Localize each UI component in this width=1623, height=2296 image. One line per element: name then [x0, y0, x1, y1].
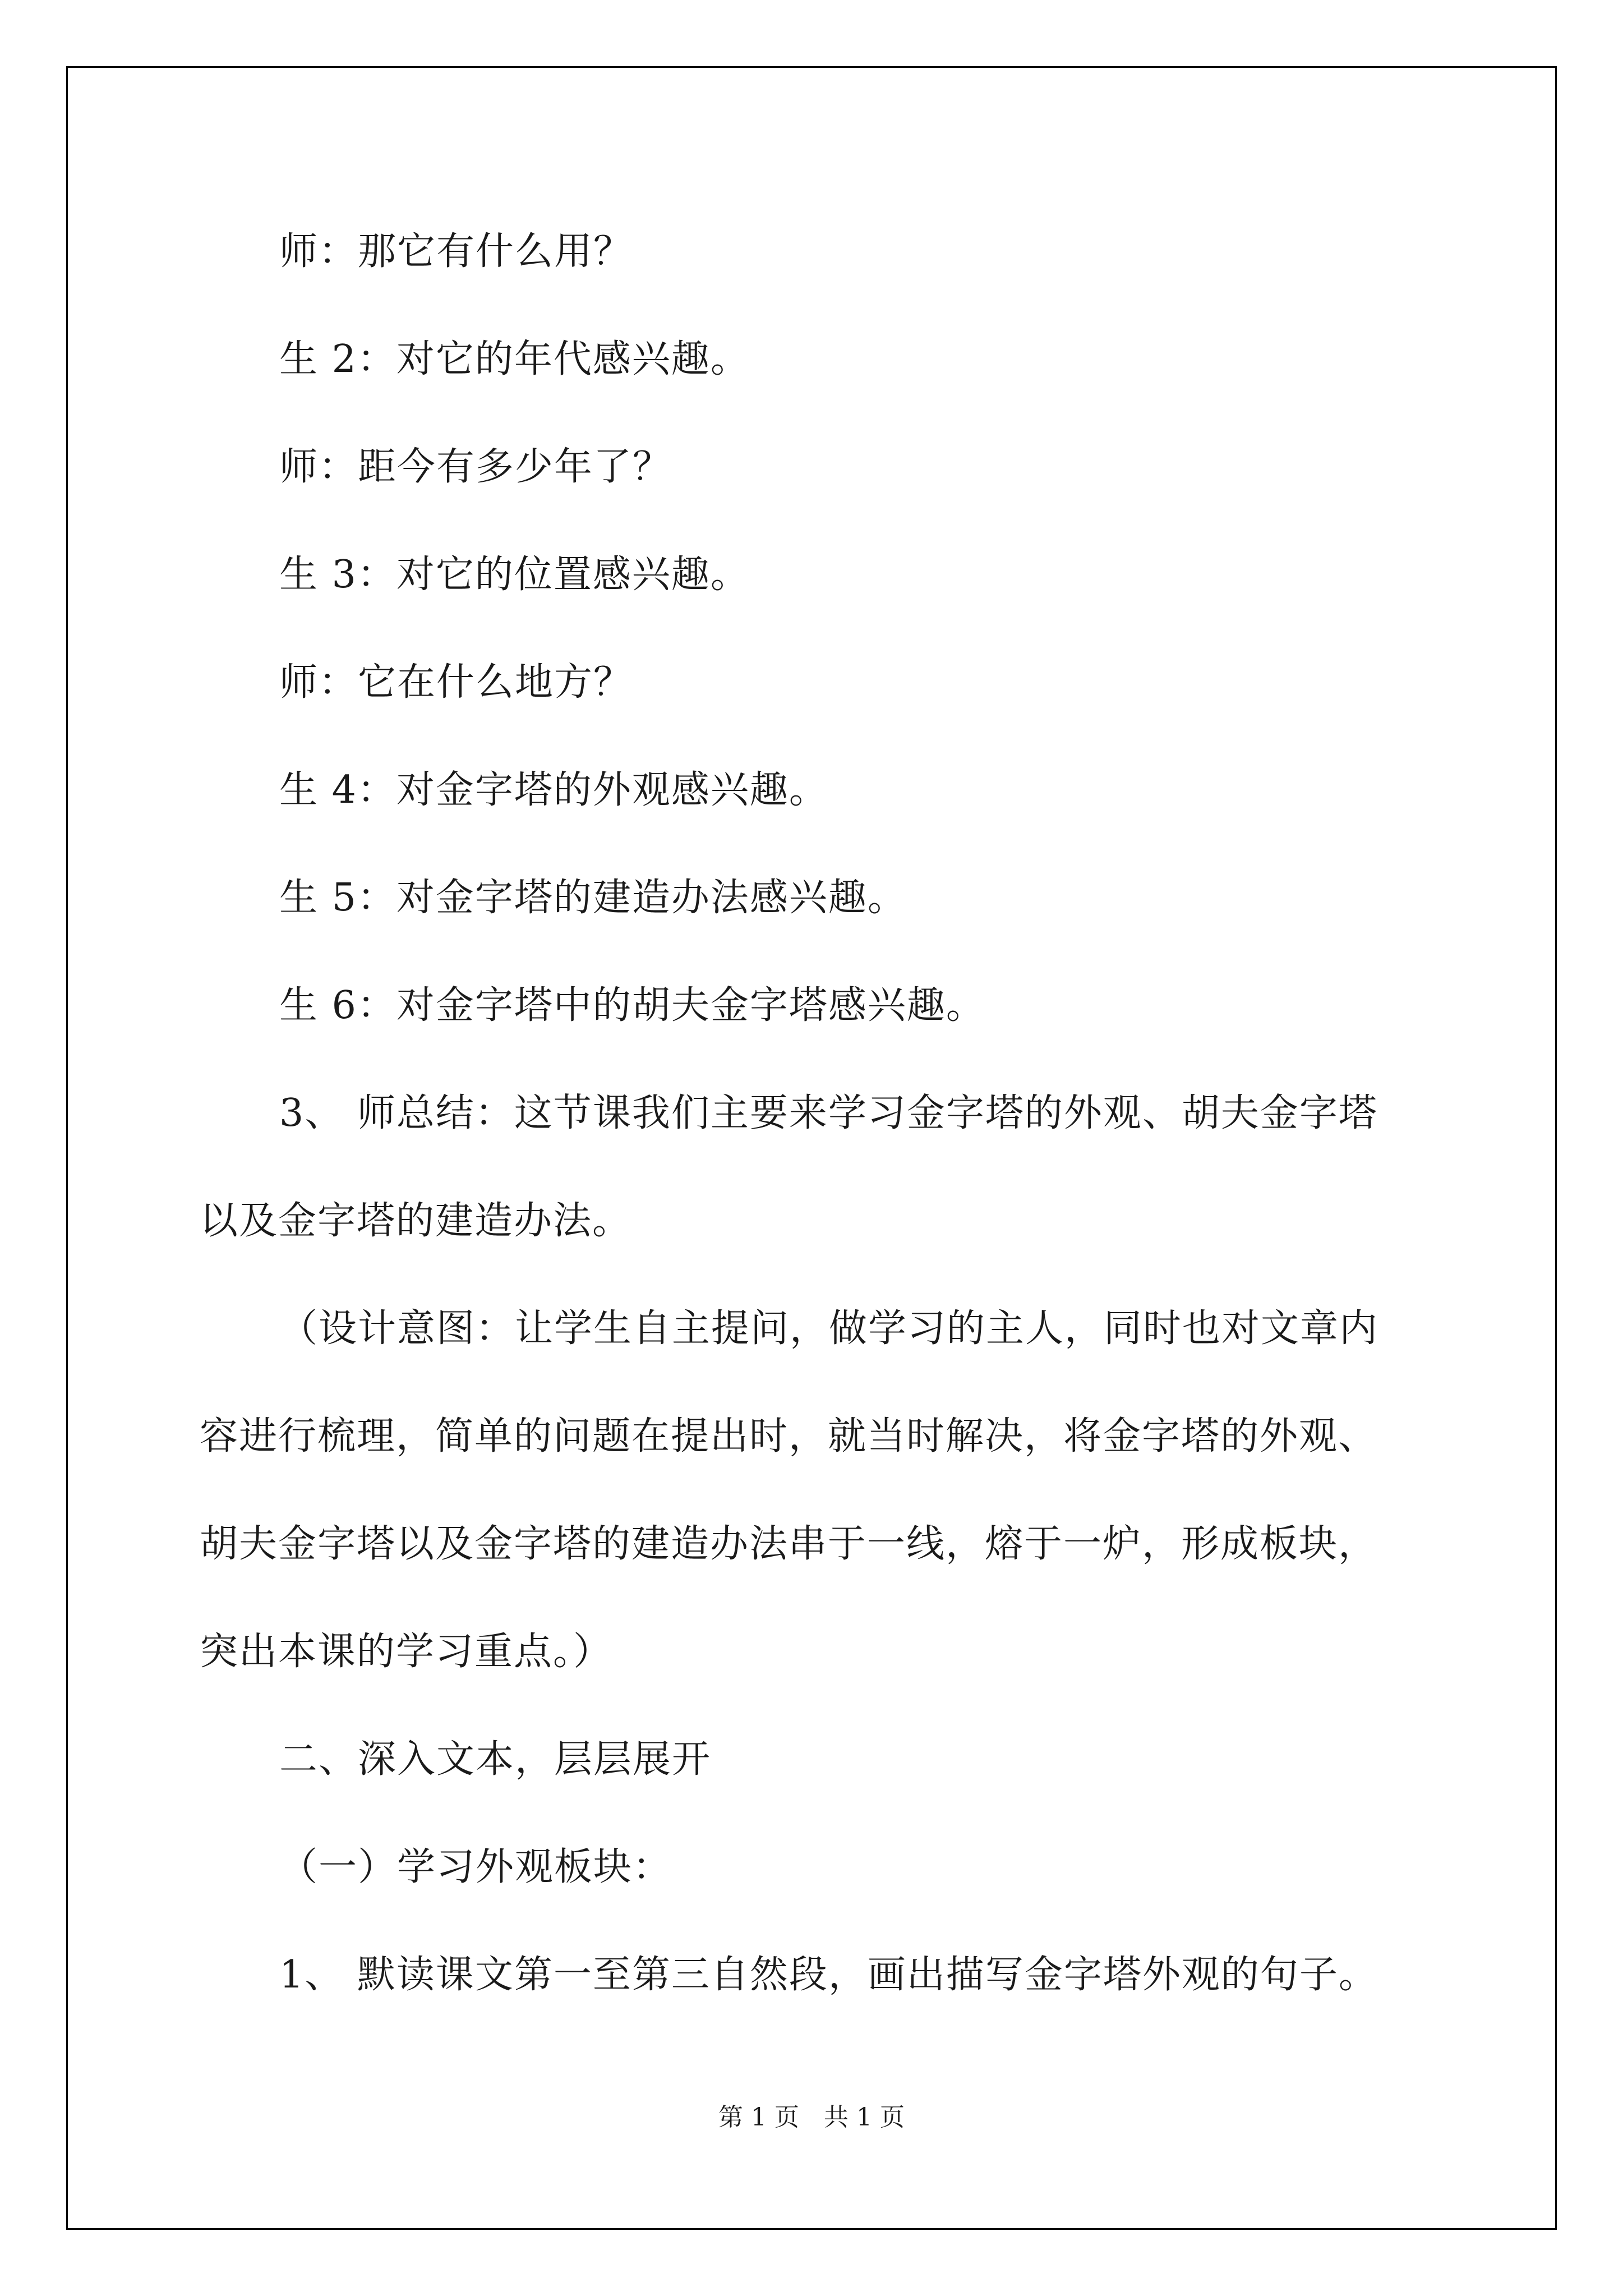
paragraph-line: 生 2：对它的年代感兴趣。 [279, 337, 750, 381]
paragraph-line: 师：距今有多少年了？ [279, 445, 672, 489]
paragraph-line: 3、 师总结：这节课我们主要来学习金字塔的外观、胡夫金字塔 [279, 1091, 1378, 1135]
paragraph-line: 以及金字塔的建造办法。 [200, 1199, 632, 1243]
paragraph-line: 师：它在什么地方？ [279, 660, 633, 705]
paragraph-line: 容进行梳理，简单的问题在提出时，就当时解决，将金字塔的外观、 [200, 1414, 1378, 1458]
document-body [200, 210, 1433, 2041]
page-footer: 第 1 页 共 1 页 [718, 2103, 905, 2132]
paragraph-line: 1、 默读课文第一至第三自然段，画出描写金字塔外观的句子。 [279, 1953, 1378, 1997]
subsection-heading: （一）学习外观板块： [279, 1845, 672, 1889]
paragraph-line: 师：那它有什么用？ [279, 229, 633, 274]
paragraph-line: 生 5：对金字塔的建造办法感兴趣。 [279, 876, 907, 920]
paragraph-line: 突出本课的学习重点。） [200, 1630, 613, 1674]
paragraph-line: 生 6：对金字塔中的胡夫金字塔感兴趣。 [279, 983, 985, 1028]
paragraph-line: 生 3：对它的位置感兴趣。 [279, 553, 750, 597]
paragraph-line: 生 4：对金字塔的外观感兴趣。 [279, 768, 828, 812]
paragraph-line: 胡夫金字塔以及金字塔的建造办法串于一线，熔于一炉，形成板块， [200, 1522, 1378, 1566]
paragraph-line: （设计意图：让学生自主提问，做学习的主人，同时也对文章内 [279, 1306, 1379, 1351]
section-heading: 二、深入文本，层层展开 [279, 1737, 712, 1782]
